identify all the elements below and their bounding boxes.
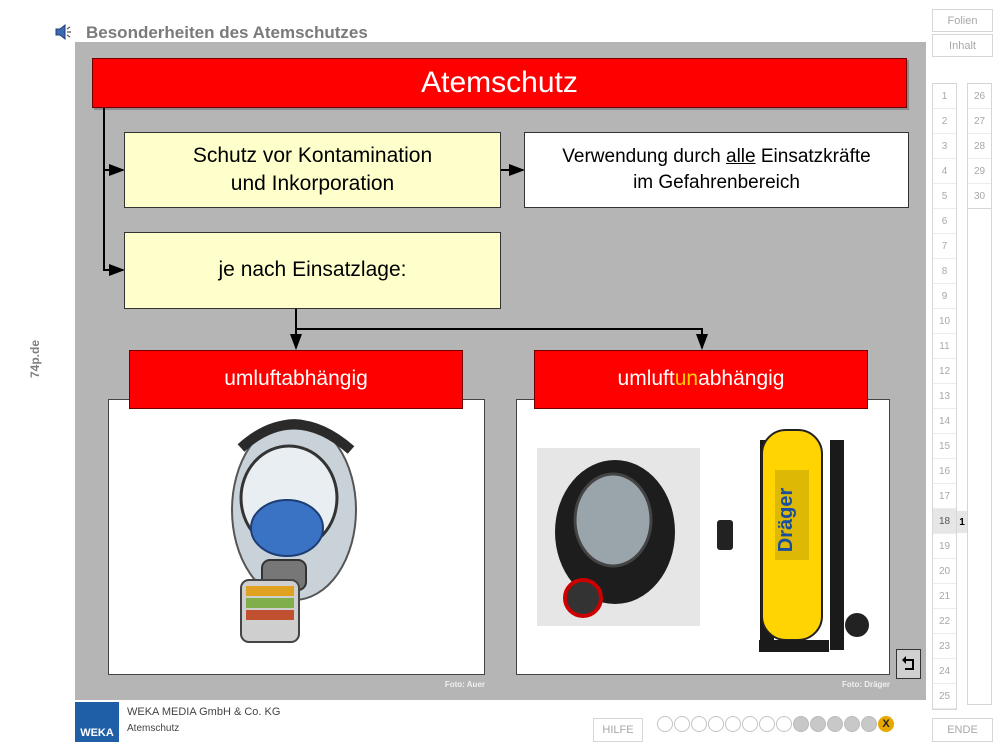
speaker-icon[interactable]	[54, 22, 74, 42]
protection-box	[124, 132, 501, 208]
category-independent	[534, 350, 868, 409]
slide-number-29[interactable]: 29	[968, 159, 991, 184]
slide-numbers-col-2	[967, 83, 992, 210]
usage-box	[524, 132, 909, 208]
slide-number-11[interactable]: 11	[933, 334, 956, 359]
usage-text-a: Verwendung durch	[562, 146, 727, 168]
slide-number-16[interactable]: 16	[933, 459, 956, 484]
progress-dot	[708, 716, 724, 732]
progress-dot	[827, 716, 843, 732]
slide-number-12[interactable]: 12	[933, 359, 956, 384]
close-progress-icon[interactable]: X	[878, 716, 894, 732]
progress-dot	[861, 716, 877, 732]
folien-button[interactable]: Folien	[932, 9, 993, 32]
slide-number-27[interactable]: 27	[968, 109, 991, 134]
situation-box: je nach Einsatzlage:	[124, 232, 501, 309]
protection-line-2: und Inkorporation	[230, 172, 395, 195]
scroll-track[interactable]	[967, 208, 992, 705]
slide-number-13[interactable]: 13	[933, 384, 956, 409]
usage-text-b: Einsatzkräfte	[755, 146, 871, 168]
progress-dot	[674, 716, 690, 732]
protection-line-1: Schutz vor Kontamination	[192, 143, 433, 167]
return-arrow-icon	[900, 655, 918, 673]
independent-highlight: un	[674, 367, 699, 391]
end-button[interactable]: ENDE	[932, 718, 993, 742]
slide-number-6[interactable]: 6	[933, 209, 956, 234]
slide-number-26[interactable]: 26	[968, 84, 991, 109]
left-photo-frame	[108, 399, 485, 689]
usage-text-underlined: alle	[726, 146, 756, 168]
slide-number-25[interactable]: 25	[933, 684, 956, 709]
slide-number-23[interactable]: 23	[933, 634, 956, 659]
slide-number-7[interactable]: 7	[933, 234, 956, 259]
slide-number-5[interactable]: 5	[933, 184, 956, 209]
progress-dot	[725, 716, 741, 732]
breathing-apparatus-image	[517, 400, 891, 676]
category-dependent: umluftabhängig	[129, 350, 463, 409]
slide-number-21[interactable]: 21	[933, 584, 956, 609]
slide-numbers-col-1	[932, 83, 957, 710]
help-button[interactable]: HILFE	[593, 718, 643, 742]
back-button[interactable]	[896, 649, 921, 679]
progress-dot	[810, 716, 826, 732]
slide-number-9[interactable]: 9	[933, 284, 956, 309]
slide-number-28[interactable]: 28	[968, 134, 991, 159]
photo-credit-left: Foto: Auer	[444, 680, 485, 689]
active-sub-slide[interactable]: 1	[957, 511, 967, 533]
progress-dot	[759, 716, 775, 732]
progress-dots	[657, 716, 894, 732]
site-watermark: 74p.de	[28, 339, 42, 378]
slide-number-20[interactable]: 20	[933, 559, 956, 584]
slide-number-24[interactable]: 24	[933, 659, 956, 684]
slide-number-18[interactable]: 18	[933, 509, 956, 534]
page-title: Besonderheiten des Atemschutzes	[86, 23, 368, 42]
progress-dot	[742, 716, 758, 732]
slide-title: Atemschutz	[92, 58, 907, 108]
progress-dot	[691, 716, 707, 732]
independent-part-a: umluft	[617, 367, 675, 391]
right-photo-frame	[516, 399, 890, 689]
progress-dot	[776, 716, 792, 732]
slide-number-15[interactable]: 15	[933, 434, 956, 459]
footer-topic: Atemschutz	[127, 723, 180, 734]
slide-number-2[interactable]: 2	[933, 109, 956, 134]
progress-dot	[844, 716, 860, 732]
cylinder-brand-label: Dräger	[775, 487, 797, 553]
slide-number-30[interactable]: 30	[968, 184, 991, 209]
slide-number-10[interactable]: 10	[933, 309, 956, 334]
photo-credit-right: Foto: Dräger	[842, 680, 890, 689]
usage-line-2: im Gefahrenbereich	[633, 172, 800, 193]
slide-number-1[interactable]: 1	[933, 84, 956, 109]
inhalt-button[interactable]: Inhalt	[932, 34, 993, 57]
full-face-mask-image	[109, 400, 486, 676]
progress-dot	[657, 716, 673, 732]
slide-number-17[interactable]: 17	[933, 484, 956, 509]
weka-logo: WEKA	[75, 702, 119, 742]
slide-number-3[interactable]: 3	[933, 134, 956, 159]
slide-number-22[interactable]: 22	[933, 609, 956, 634]
independent-part-b: abhängig	[698, 367, 785, 391]
slide-number-8[interactable]: 8	[933, 259, 956, 284]
usage-line-1	[562, 144, 870, 170]
footer-company: WEKA MEDIA GmbH & Co. KG	[127, 706, 281, 718]
slide-number-19[interactable]: 19	[933, 534, 956, 559]
slide-number-4[interactable]: 4	[933, 159, 956, 184]
slide-numbers-list-2	[968, 84, 991, 209]
slide-numbers-list-1	[933, 84, 956, 709]
slide-canvas	[75, 42, 926, 700]
slide-number-14[interactable]: 14	[933, 409, 956, 434]
progress-dot	[793, 716, 809, 732]
